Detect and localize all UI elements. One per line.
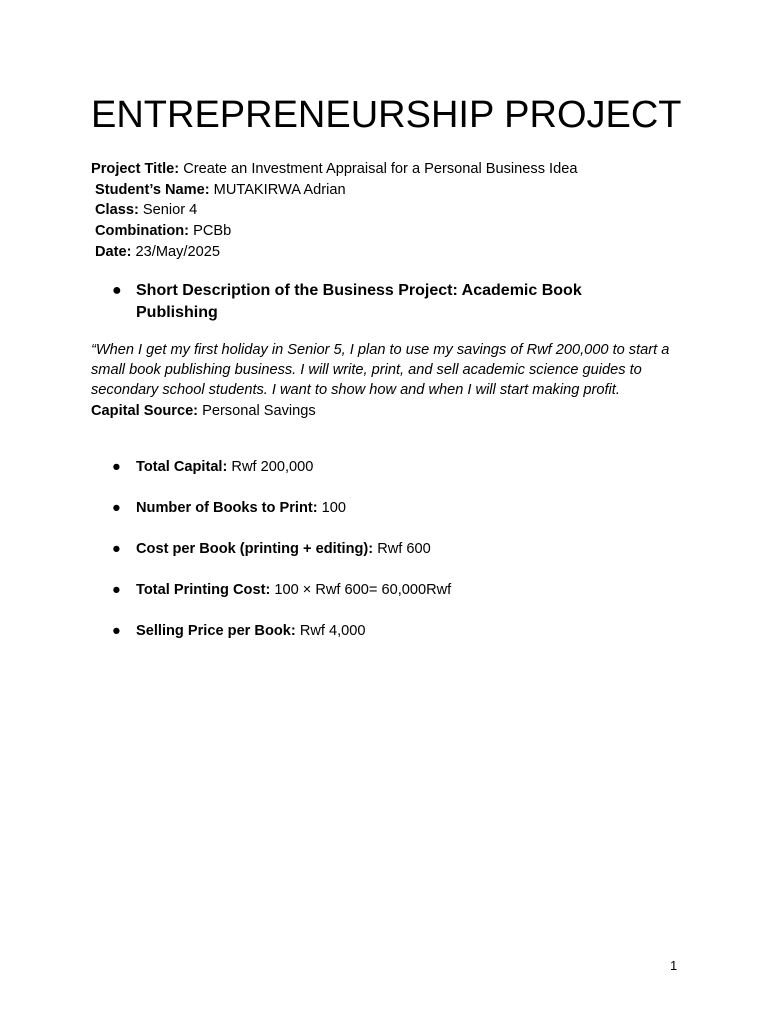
bullet-icon: ●: [112, 541, 121, 557]
list-item-total-printing-cost: [112, 580, 451, 621]
item-label: Number of Books to Print:: [136, 500, 318, 516]
info-value: 23/May/2025: [131, 243, 220, 260]
info-date: [91, 242, 577, 263]
item-value: Rwf 4,000: [295, 623, 366, 639]
list-item-cost-per-book: [112, 539, 451, 580]
info-student-name: [91, 180, 577, 201]
info-project-title: [91, 159, 577, 180]
info-label: Student’s Name:: [95, 181, 210, 198]
bullet-icon: ●: [112, 500, 121, 516]
capital-source: [91, 401, 316, 421]
info-value: MUTAKIRWA Adrian: [209, 181, 346, 198]
info-label: Class:: [95, 202, 139, 219]
list-item-selling-price: [112, 621, 451, 662]
business-description-quote: “When I get my first holiday in Senior 5, I plan to use my savings of Rwf 200,000 to start a small book publishing business. I will write, print, and sell academic science guides to secondary school students. I want to show how and when I will start making profit.: [91, 342, 670, 398]
info-value: Senior 4: [138, 202, 198, 219]
item-value: 100: [317, 500, 347, 516]
project-info: [91, 159, 577, 263]
item-label: Total Printing Cost:: [136, 582, 271, 598]
info-class: [91, 200, 577, 221]
info-value: Create an Investment Appraisal for a Personal Business Idea: [179, 161, 578, 177]
page-number: 1: [670, 958, 678, 973]
financial-details-list: [112, 457, 451, 662]
item-value: 100 × Rwf 600= 60,000Rwf: [270, 582, 452, 598]
capital-source-value: Personal Savings: [198, 403, 316, 419]
info-label: Project Title:: [91, 161, 180, 177]
section-heading-text: Short Description of the Business Project: Academic Book Publishing: [136, 282, 582, 321]
info-combination: [91, 221, 577, 242]
document-title: ENTREPRENEURSHIP PROJECT: [91, 94, 682, 136]
list-item-number-of-books: [112, 498, 451, 539]
item-value: Rwf 600: [373, 541, 431, 557]
item-label: Total Capital:: [136, 459, 228, 475]
list-item-total-capital: [112, 457, 451, 498]
item-label: Selling Price per Book:: [136, 623, 296, 639]
capital-source-label: Capital Source:: [91, 403, 199, 419]
bullet-icon: ●: [112, 282, 122, 299]
bullet-icon: ●: [112, 582, 121, 598]
info-label: Combination:: [95, 223, 190, 240]
section-heading: [112, 280, 632, 324]
bullet-icon: ●: [112, 623, 121, 639]
item-label: Cost per Book (printing + editing):: [136, 541, 374, 557]
item-value: Rwf 200,000: [227, 459, 314, 475]
info-label: Date:: [95, 243, 132, 260]
info-value: PCBb: [189, 223, 232, 240]
bullet-icon: ●: [112, 459, 121, 475]
